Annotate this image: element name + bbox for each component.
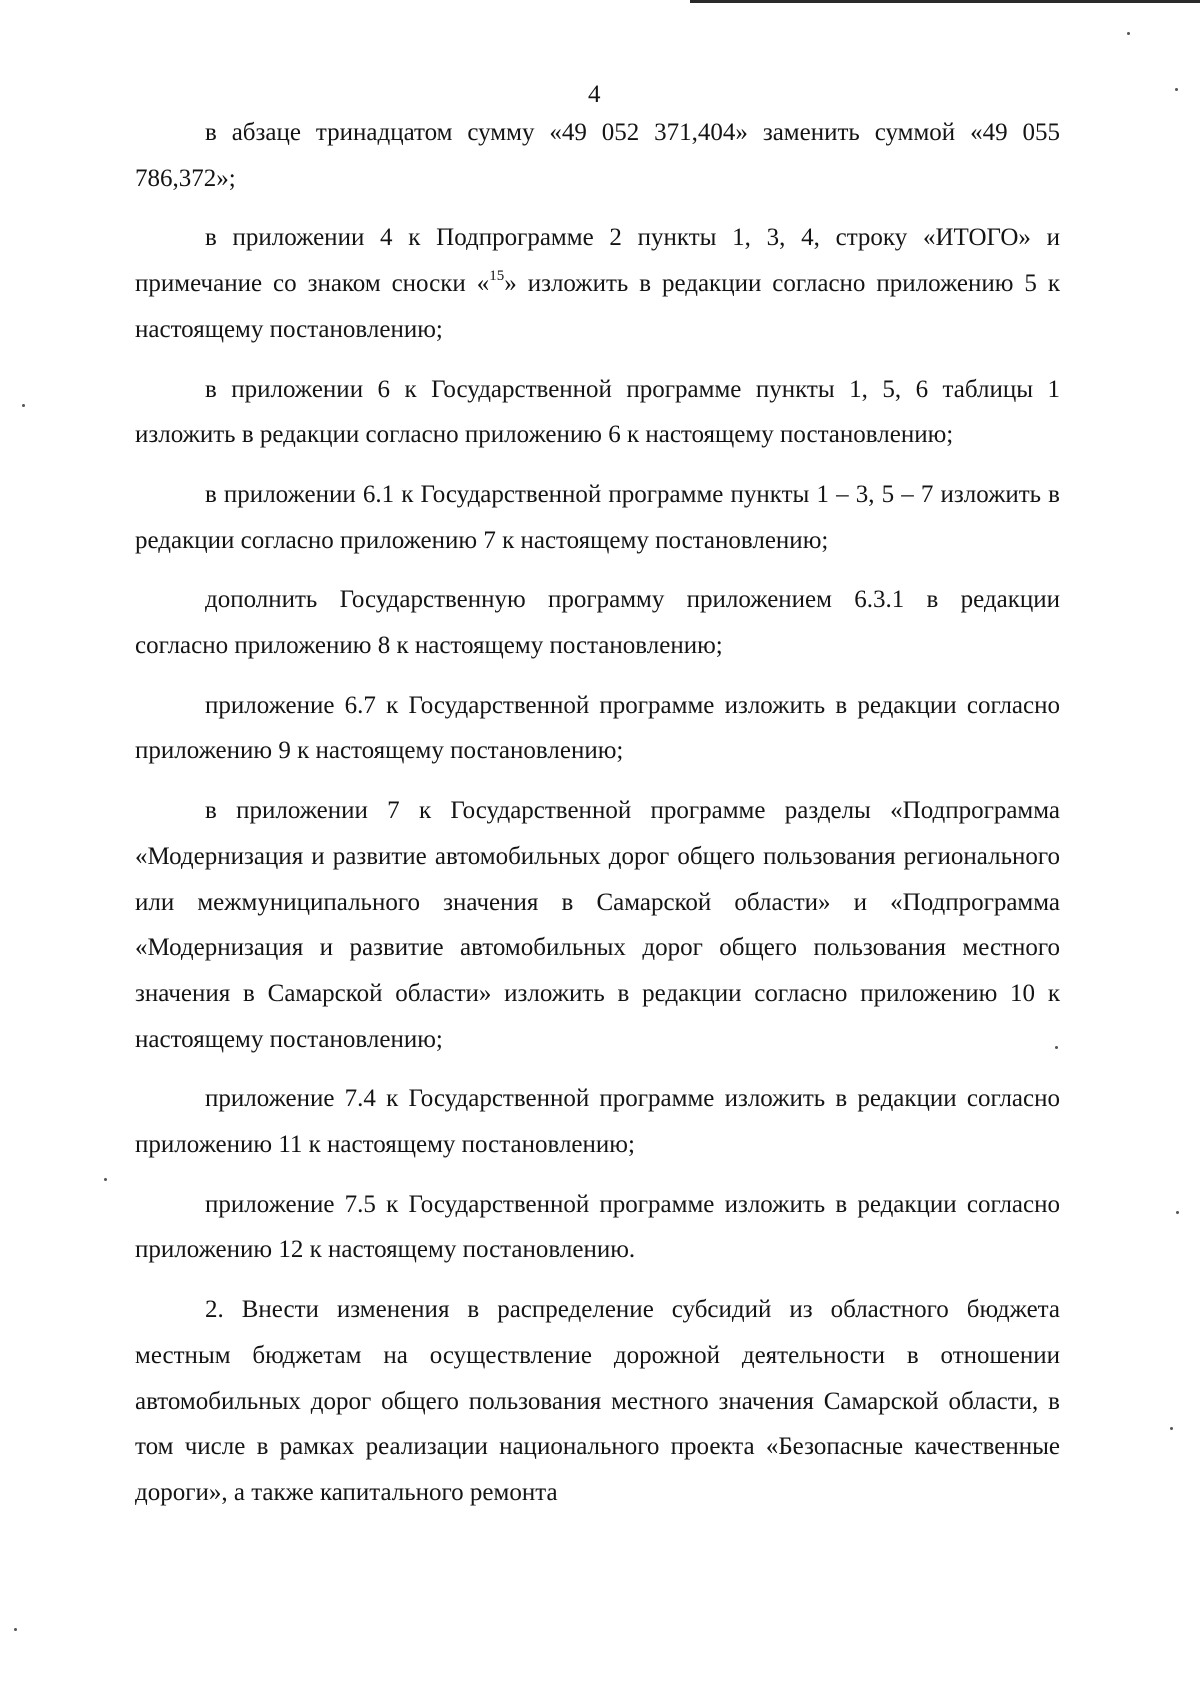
scan-speck xyxy=(1176,1211,1179,1214)
paragraph-2-end: » изложить в редакции согласно приложению 5 к настоящему постановлению; xyxy=(135,270,1060,343)
document-body xyxy=(135,110,1060,1530)
scan-edge-line xyxy=(690,0,1200,3)
scan-speck xyxy=(1170,1427,1173,1430)
footnote-mark: 15 xyxy=(489,268,505,285)
page-number: 4 xyxy=(588,81,601,108)
paragraph-7: в приложении 7 к Государственной программе разделы «Подпрограмма «Модернизация и развитие автомобильных дорог общего пользования регионального или межмуниципального значения в Самарской области» и «Подпрограмма «Модернизация и развитие автомобильных дорог общего пользования местного значения в Самарской области» изложить в редакции согласно приложению 10 к настоящему постановлению; xyxy=(135,797,1060,1053)
scan-speck xyxy=(22,404,25,407)
paragraph-5: дополнить Государственную программу приложением 6.3.1 в редакции согласно приложению 8 к настоящему постановлению; xyxy=(135,586,1060,660)
paragraph-6: приложение 6.7 к Государственной программе изложить в редакции согласно приложению 9 к настоящему постановлению; xyxy=(135,691,1060,765)
paragraph-4: в приложении 6.1 к Государственной программе пункты 1 – 3, 5 – 7 изложить в редакции согласно приложению 7 к настоящему постановлению; xyxy=(135,480,1060,554)
scan-speck xyxy=(14,1628,17,1631)
paragraph-8: приложение 7.4 к Государственной программе изложить в редакции согласно приложению 11 к настоящему постановлению; xyxy=(135,1085,1060,1159)
paragraph-2-start: в приложении 4 к Подпрограмме 2 пункты 1, 3, 4, строку «ИТОГО» и примечание со знаком сноски « xyxy=(135,224,1060,298)
scan-speck xyxy=(1175,88,1178,91)
paragraph-10: 2. Внести изменения в распределение субсидий из областного бюджета местным бюджетам на осуществление дорожной деятельности в отношении автомобильных дорог общего пользования местного значения Самарской области, в том числе в рамках реализации национального проекта «Безопасные качественные дороги», а также капитального ремонта xyxy=(135,1296,1060,1506)
paragraph-9: приложение 7.5 к Государственной программе изложить в редакции согласно приложению 12 к настоящему постановлению. xyxy=(135,1190,1060,1264)
paragraph-2 xyxy=(135,215,1060,352)
scan-speck xyxy=(1055,1046,1058,1049)
paragraph-1: в абзаце тринадцатом сумму «49 052 371,404» заменить суммой «49 055 786,372»; xyxy=(135,119,1060,192)
scan-speck xyxy=(104,1178,107,1181)
scan-speck xyxy=(1127,32,1130,35)
paragraph-3: в приложении 6 к Государственной программе пункты 1, 5, 6 таблицы 1 изложить в редакции согласно приложению 6 к настоящему постановлению; xyxy=(135,375,1060,449)
